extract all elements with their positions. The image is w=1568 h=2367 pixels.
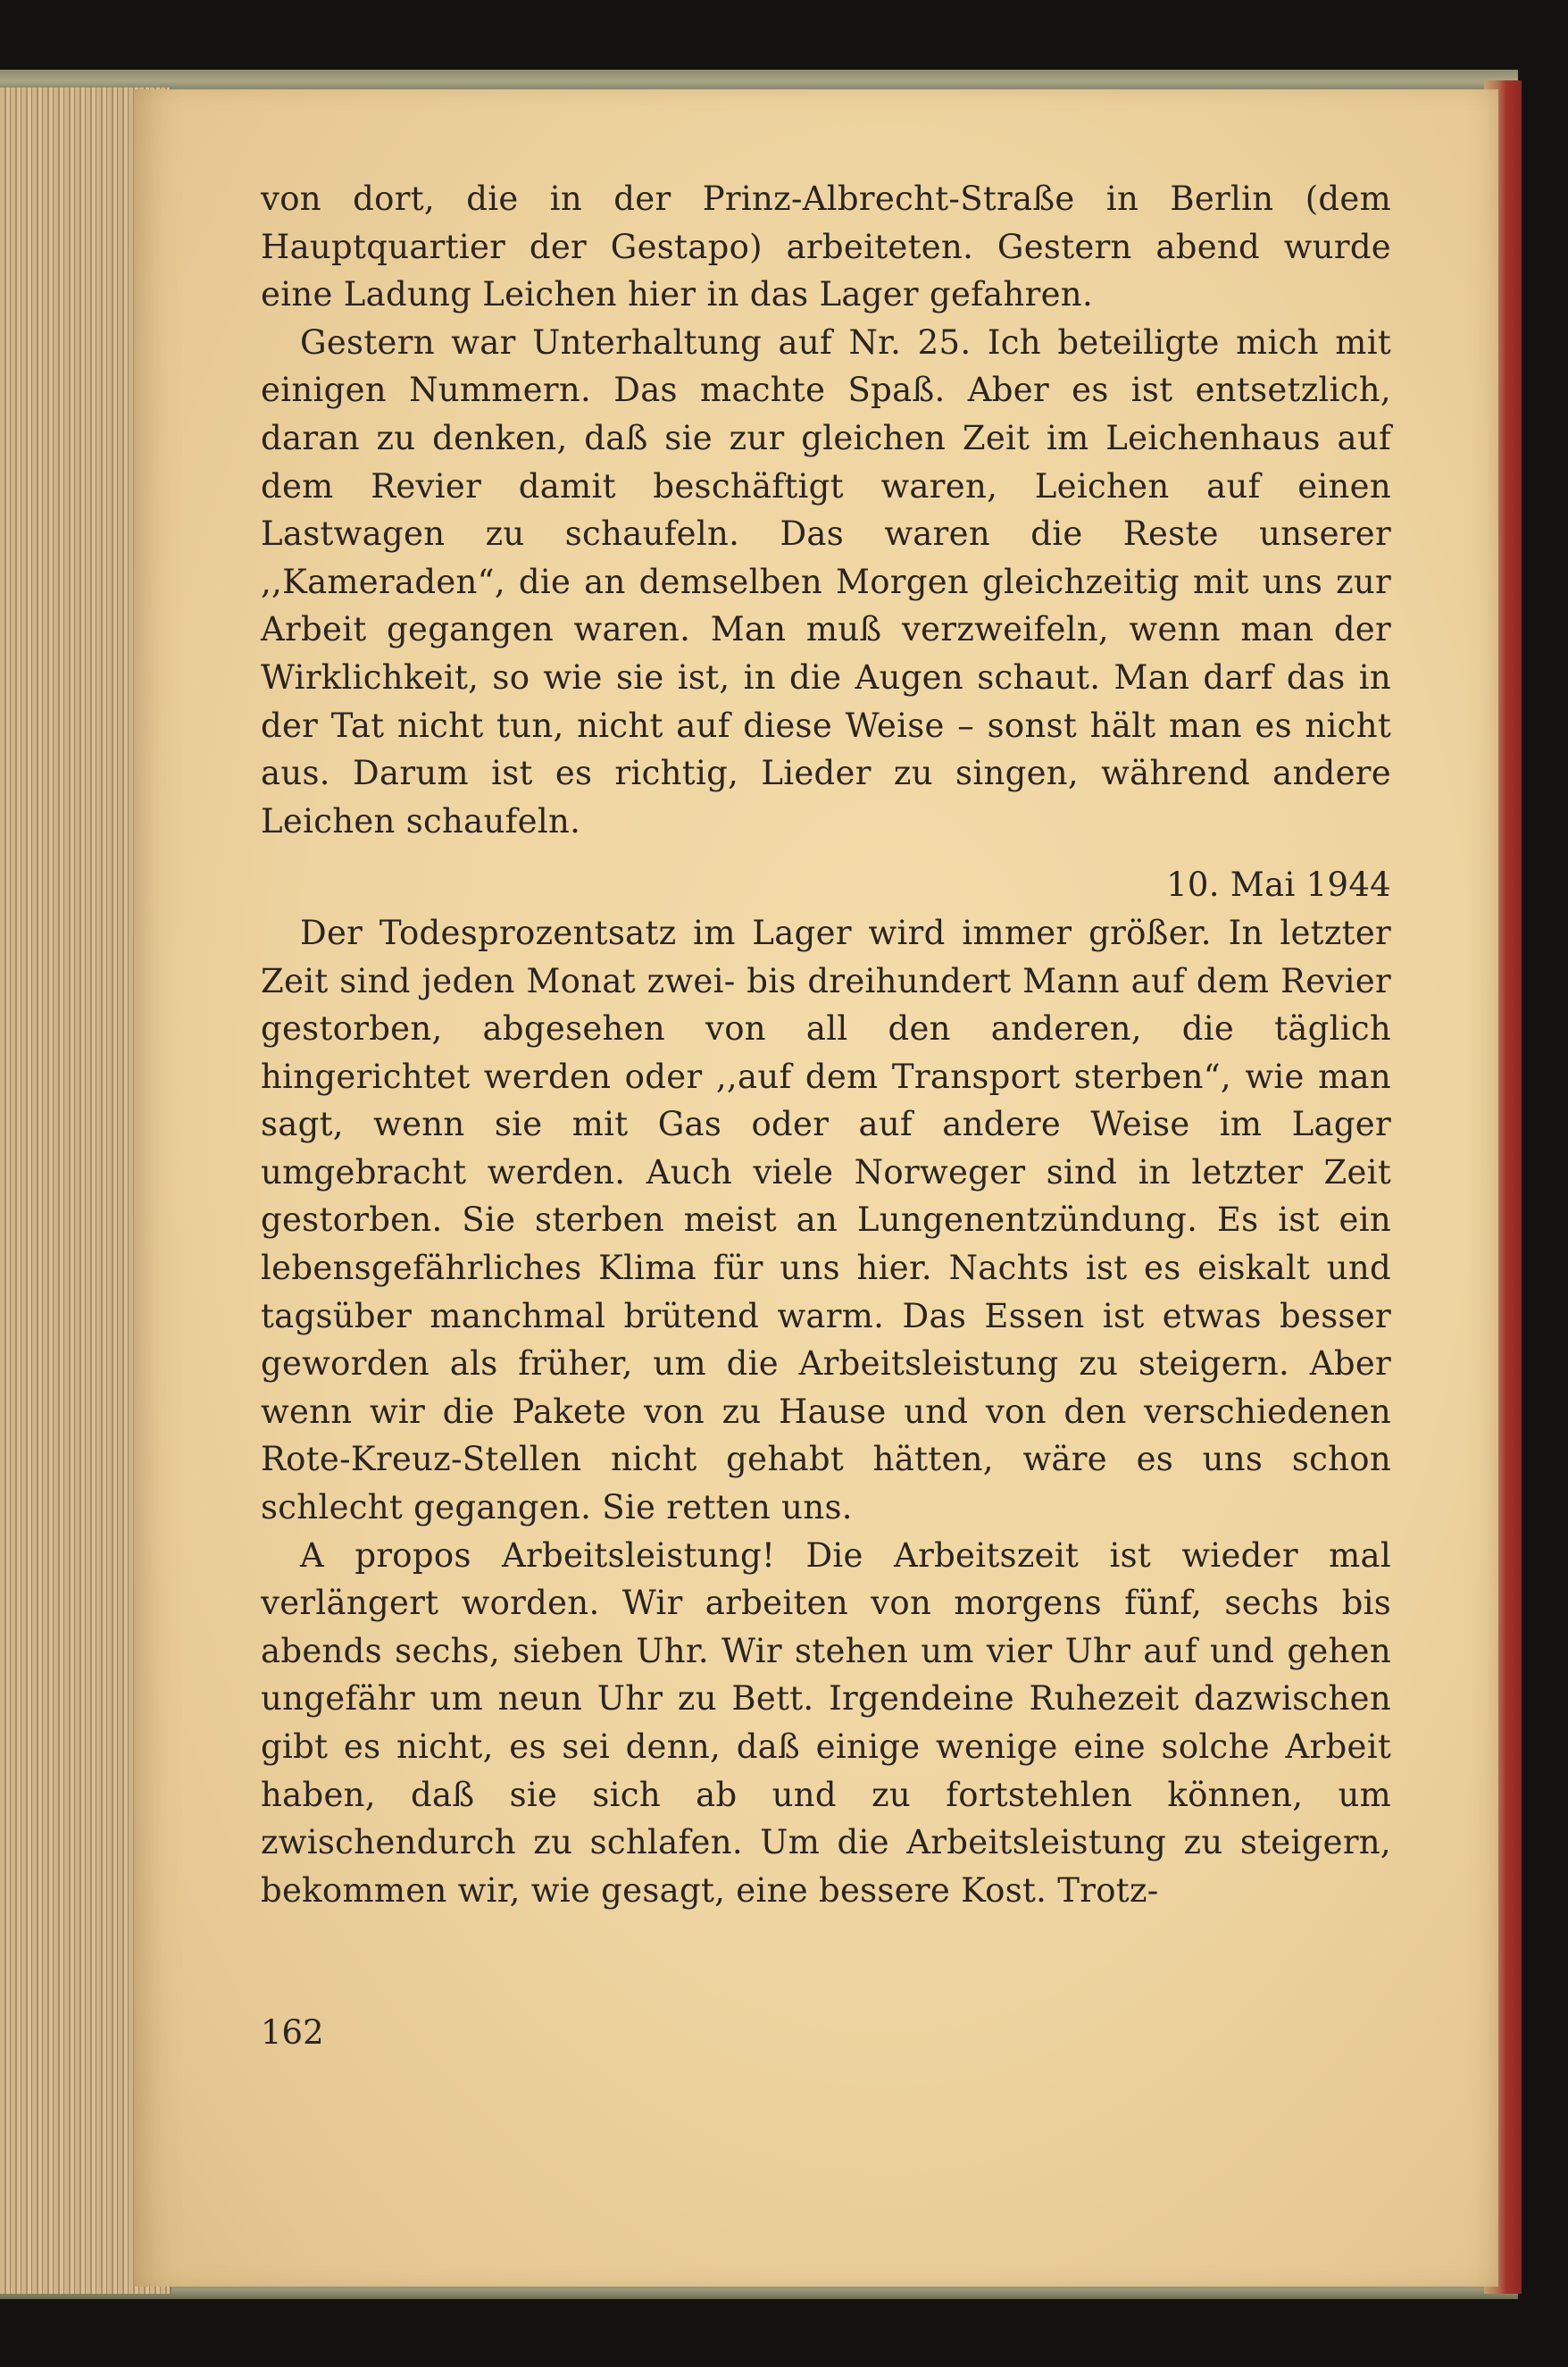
paragraph: A propos Arbeitsleistung! Die Arbeitszeit ist wieder mal verlängert worden. Wir arbeiten von morgens fünf, sechs bis abends sechs, sieben Uhr. Wir stehen um vier Uhr auf und gehen ungefähr um neun Uhr zu Bett. Irgendeine Ruhezeit dazwischen gibt es nicht, es sei denn, daß einige wenige eine solche Arbeit haben, daß sie sich ab und zu fortstehlen können, um zwischendurch zu schlafen. Um die Arbeitsleistung zu steigern, bekommen wir, wie gesagt, eine bessere Kost. Trotz-: [261, 1535, 1391, 1910]
page-number: 162: [261, 2013, 324, 2052]
date-heading: 10. Mai 1944: [1166, 866, 1391, 905]
page-text: [261, 175, 1391, 1914]
paragraph-continuation: von dort, die in der Prinz-Albrecht-Straße in Berlin (dem Hauptquartier der Gestapo) arbeiteten. Gestern abend wurde eine Ladung Leichen hier in das Lager gefahren.: [261, 180, 1391, 314]
paragraph: Gestern war Unterhaltung auf Nr. 25. Ich beteiligte mich mit einigen Nummern. Das machte Spaß. Aber es ist entsetzlich, daran zu denken, daß sie zur gleichen Zeit im Leichenhaus auf dem Revier damit beschäftigt waren, Leichen auf einen Lastwagen zu schaufeln. Das waren die Reste unserer ,,Kameraden“, die an demselben Morgen gleichzeitig mit uns zur Arbeit gegangen waren. Man muß verzweifeln, wenn man der Wirklichkeit, so wie sie ist, in die Augen schaut. Man darf das in der Tat nicht tun, nicht auf diese Weise – sonst hält man es nicht aus. Darum ist es richtig, Lieder zu singen, während andere Leichen schaufeln.: [261, 322, 1391, 841]
paragraph: Der Todesprozentsatz im Lager wird immer größer. In letzter Zeit sind jeden Monat zwei- bis dreihundert Mann auf dem Revier gestorben, abgesehen von all den anderen, die täglich hingerichtet werden oder ,,auf dem Transport sterben“, wie man sagt, wenn sie mit Gas oder auf andere Weise im Lager umgebracht werden. Auch viele Norweger sind in letzter Zeit gestorben. Sie sterben meist an Lungenentzündung. Es ist ein lebensgefährliches Klima für uns hier. Nachts ist es eiskalt und tagsüber manchmal brütend warm. Das Essen ist etwas besser geworden als früher, um die Arbeitsleistung zu steigern. Aber wenn wir die Pakete von zu Hause und von den verschiedenen Rote-Kreuz-Stellen nicht gehabt hätten, wäre es uns schon schlecht gegangen. Sie retten uns.: [261, 913, 1391, 1527]
